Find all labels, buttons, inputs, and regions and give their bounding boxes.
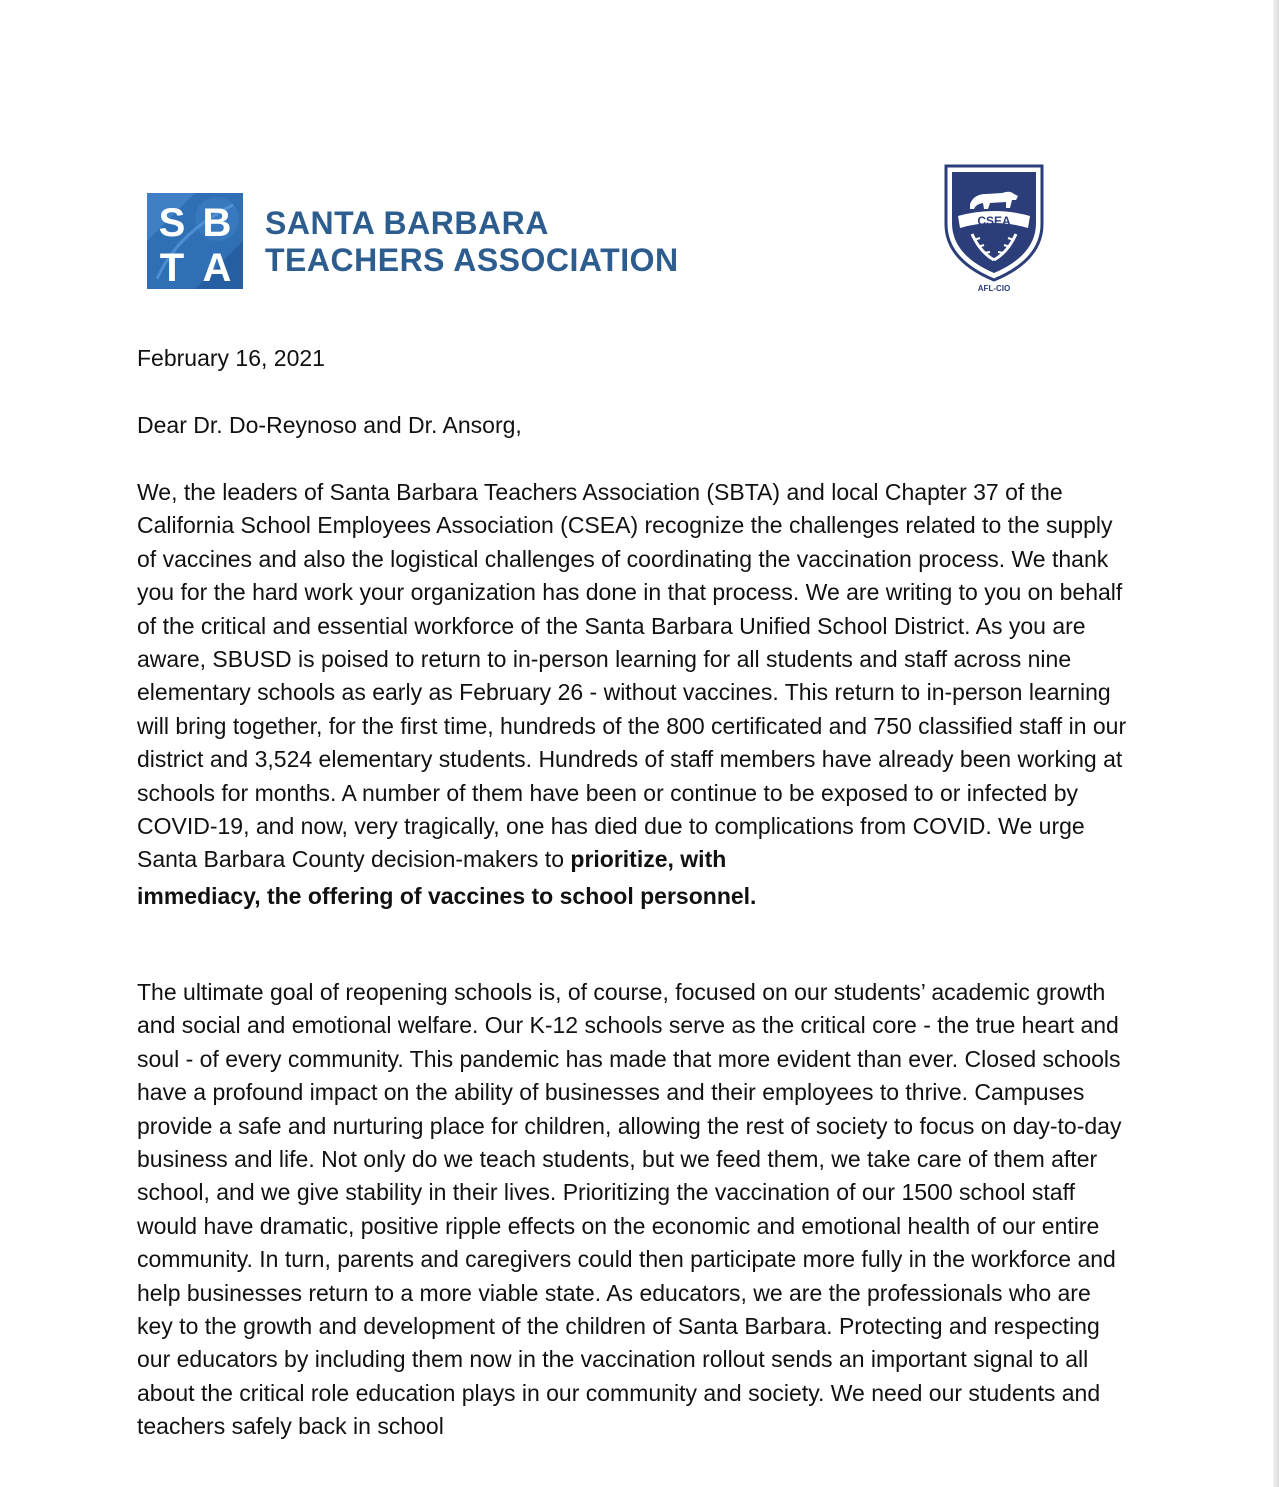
csea-shield-text: CSEA (977, 214, 1011, 228)
sbta-mark-icon (147, 193, 243, 289)
sbta-organization-name (265, 205, 679, 279)
paragraph-1-text (137, 476, 1127, 913)
sbta-mark-letter-a: A (202, 246, 232, 289)
sbta-mark-letter-s: S (158, 201, 186, 245)
letter-date: February 16, 2021 (137, 345, 325, 371)
csea-affiliation: AFL-CIO (977, 284, 1011, 293)
csea-logo (940, 160, 1048, 300)
letter-salutation: Dear Dr. Do-Reynoso and Dr. Ansorg, (137, 412, 522, 438)
sbta-logo (147, 193, 727, 293)
letter-paragraph-1 (137, 476, 1127, 913)
paragraph-1-body: We, the leaders of Santa Barbara Teachers Association (SBTA) and local Chapter 37 of the California School Employees Association (CSEA) recognize the challenges related to the supply of vaccines and also the logistical challenges of coordinating the vaccination process. We thank you for the hard work your organization has done in that process. We are writing to you on behalf of the critical and essential workforce of the Santa Barbara Unified School District. As you are aware, SBUSD is poised to return to in-person learning for all students and staff across nine elementary schools as early as February 26 - without vaccines. This return to in-person learning will bring together, for the first time, hundreds of the 800 certificated and 750 classified staff in our district and 3,524 elementary students. Hundreds of staff members have already been working at schools for months. A number of them have been or continue to be exposed to or infected by COVID-19, and now, very tragically, one has died due to complications from COVID. We urge Santa Barbara County decision-makers to (137, 479, 1127, 873)
sbta-name-line2: TEACHERS ASSOCIATION (265, 242, 679, 278)
paragraph-2-text: The ultimate goal of reopening schools is, of course, focused on our students’ academic growth and social and emotional welfare. Our K-12 schools serve as the critical core - the true heart and soul - of every community. This pandemic has made that more evident than ever. Closed schools have a profound impact on the ability of businesses and their employees to thrive. Campuses provide a safe and nurturing place for children, allowing the rest of society to focus on day-to-day business and life. Not only do we teach students, but we feed them, we take care of them after school, and we give stability in their lives. Prioritizing the vaccination of our 1500 school staff would have dramatic, positive ripple effects on the economic and emotional health of our entire community. In turn, parents and caregivers could then participate more fully in the workforce and help businesses return to a more viable state. As educators, we are the professionals who are key to the growth and development of the children of Santa Barbara. Protecting and respecting our educators by including them now in the vaccination rollout sends an important signal to all about the critical role education plays in our community and society. We need our students and teachers safely back in school (137, 979, 1122, 1440)
paragraph-1-emphasis-line: immediacy, the offering of vaccines to school personnel. (137, 882, 757, 909)
paragraph-1-emphasis: prioritize, with (570, 846, 727, 873)
csea-shield-icon (940, 160, 1048, 284)
sbta-mark-letter-t: T (159, 246, 185, 289)
sbta-name-line1: SANTA BARBARA (265, 205, 549, 241)
sbta-mark-letter-b: B (202, 201, 232, 245)
letter-paragraph-2 (137, 976, 1127, 1444)
page-edge (1273, 0, 1279, 1487)
